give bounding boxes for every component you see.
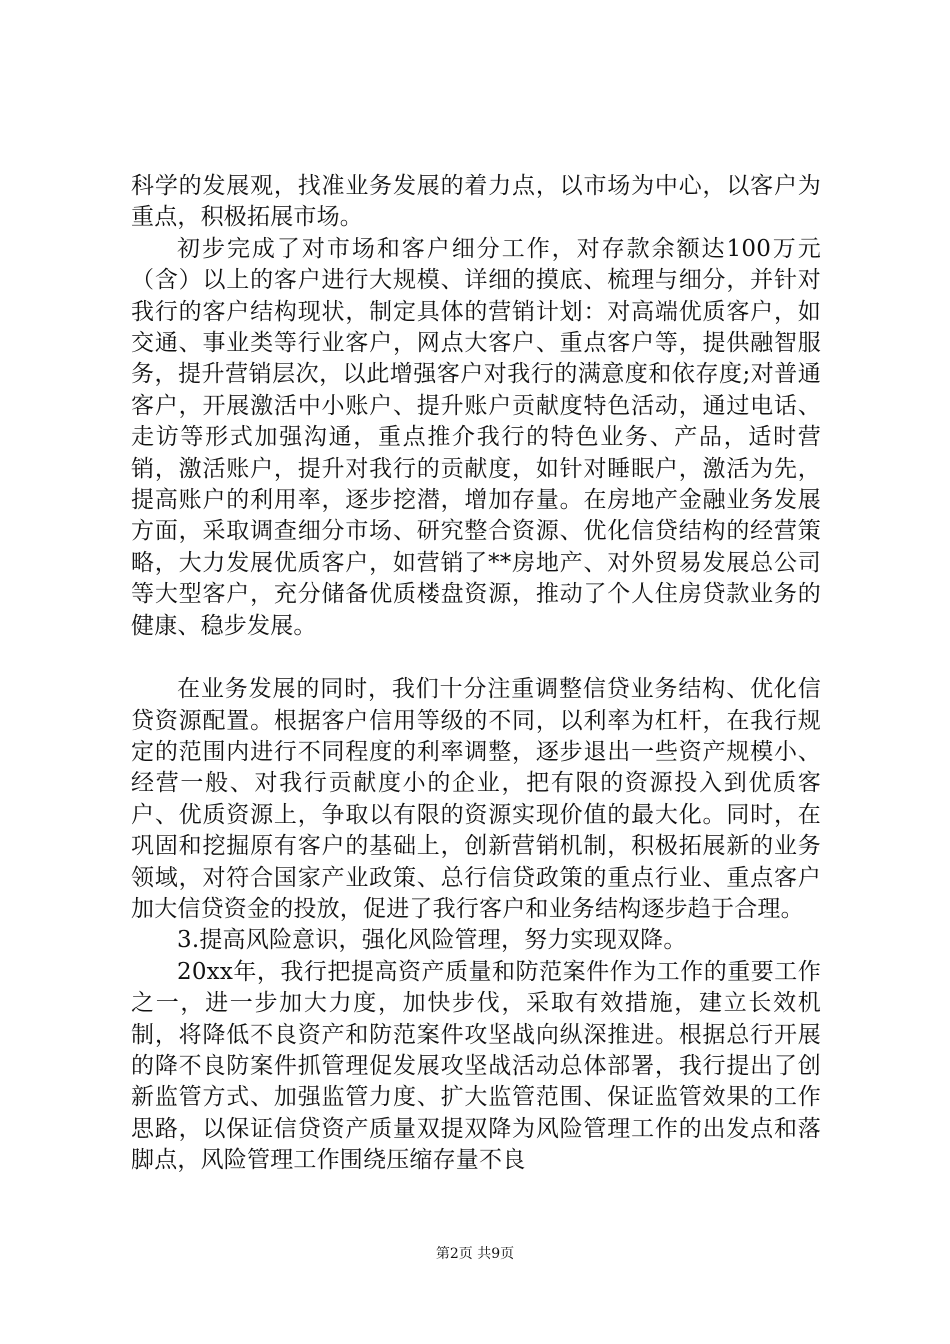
- paragraph-3: 在业务发展的同时，我们十分注重调整信贷业务结构、优化信贷资源配置。根据客户信用等级的不同，以利率为杠杆，在我行规定的范围内进行不同程度的利率调整，逐步退出一些资产规模小、经营一般、对我行贡献度小的企业，把有限的资源投入到优质客户、优质资源上，争取以有限的资源实现价值的最大化。同时，在巩固和挖掘原有客户的基础上，创新营销机制，积极拓展新的业务领域，对符合国家产业政策、总行信贷政策的重点行业、重点客户加大信贷资金的投放，促进了我行客户和业务结构逐步趋于合理。: [131, 676, 821, 922]
- paragraph-gap: [131, 642, 821, 674]
- section-heading-3: 3.提高风险意识，强化风险管理，努力实现双降。: [177, 927, 687, 954]
- paragraph-2: 初步完成了对市场和客户细分工作，对存款余额达100万元（含）以上的客户进行大规模、详细的摸底、梳理与细分，并针对我行的客户结构现状，制定具体的营销计划：对高端优质客户，如交通、事业类等行业客户，网点大客户、重点客户等，提供融智服务，提升营销层次，以此增强客户对我行的满意度和依存度;对普通客户，开展激活中小账户、提升账户贡献度特色活动，通过电话、走访等形式加强沟通，重点推介我行的特色业务、产品，适时营销，激活账户，提升对我行的贡献度，如针对睡眠户，激活为先，提高账户的利用率，逐步挖潜，增加存量。在房地产金融业务发展方面，采取调查细分市场、研究整合资源、优化信贷结构的经营策略，大力发展优质客户，如营销了**房地产、对外贸易发展总公司等大型客户，充分储备优质楼盘资源，推动了个人住房贷款业务的健康、稳步发展。: [131, 235, 821, 639]
- paragraph-4: 20xx年，我行把提高资产质量和防范案件作为工作的重要工作之一，进一步加大力度，加快步伐，采取有效措施，建立长效机制，将降低不良资产和防范案件攻坚战向纵深推进。根据总行开展的降不良防案件抓管理促发展攻坚战活动总体部署，我行提出了创新监管方式、加强监管力度、扩大监管范围、保证监管效果的工作思路，以保证信贷资产质量双提双降为风险管理工作的出发点和落脚点，风险管理工作围绕压缩存量不良: [131, 958, 821, 1174]
- document-body: [131, 171, 821, 1177]
- page-number: 第2页 共9页: [435, 1246, 515, 1262]
- page-footer: [0, 1244, 950, 1264]
- paragraph-1: 科学的发展观，找准业务发展的着力点，以市场为中心，以客户为重点，积极拓展市场。: [131, 173, 821, 231]
